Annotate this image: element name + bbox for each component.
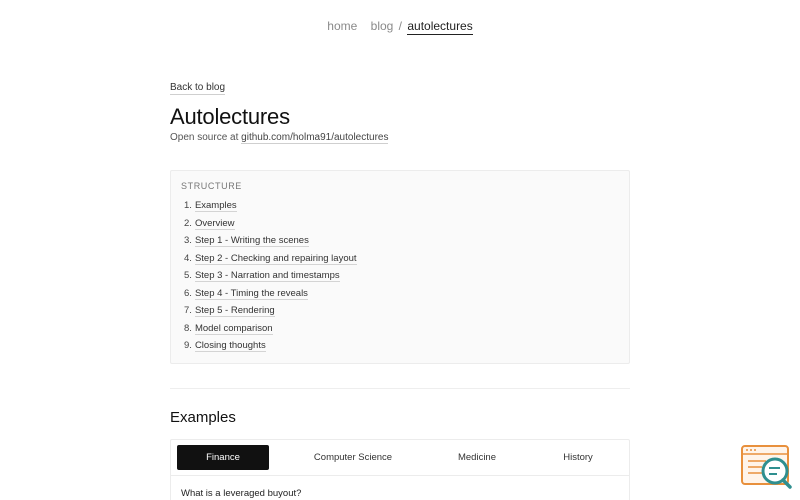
tab-computer-science[interactable]: Computer Science (313, 452, 393, 463)
toc-link-step-5[interactable]: Step 5 - Rendering (194, 305, 275, 316)
toc-item-number: 1. (184, 200, 192, 211)
repo-link[interactable]: github.com/holma91/autolectures (241, 132, 389, 143)
toc-link-step-4[interactable]: Step 4 - Timing the reveals (194, 287, 308, 299)
toc-item (181, 197, 619, 215)
toc-item (181, 215, 619, 233)
toc-link-overview[interactable]: Overview (194, 217, 235, 229)
examples-panel (170, 439, 630, 500)
widget-graphic (740, 444, 792, 490)
subtitle-prefix: Open source at (170, 132, 239, 143)
toc-link-model-comparison[interactable]: Model comparison (194, 322, 273, 334)
section-divider (170, 388, 630, 389)
page-title: Autolectures (170, 104, 290, 129)
search-chat-widget-icon[interactable] (740, 444, 792, 490)
toc-item-number: 7. (184, 305, 192, 316)
toc-item-number: 6. (184, 287, 192, 299)
top-nav (0, 19, 800, 33)
toc-item (181, 250, 619, 268)
toc-link-step-3[interactable]: Step 3 - Narration and timestamps (194, 270, 340, 281)
toc-item-number: 4. (184, 252, 192, 264)
nav-blog-link[interactable]: blog (370, 19, 394, 33)
toc-item-number: 8. (184, 322, 192, 334)
toc-item-number: 3. (184, 235, 192, 246)
toc-item-number: 9. (184, 340, 192, 351)
tab-medicine[interactable]: Medicine (457, 452, 497, 463)
nav-current-page[interactable]: autolectures (407, 19, 473, 33)
toc-link-step-1[interactable]: Step 1 - Writing the scenes (194, 235, 309, 246)
toc-item (181, 267, 619, 285)
example-question: What is a leveraged buyout? (181, 488, 302, 499)
toc-item (181, 232, 619, 250)
example-tabs (176, 445, 626, 470)
page-subtitle (170, 132, 388, 143)
toc-list (181, 197, 619, 355)
toc-link-examples[interactable]: Examples (194, 200, 237, 211)
table-of-contents (170, 170, 630, 364)
tab-history[interactable]: History (563, 452, 593, 463)
toc-link-step-2[interactable]: Step 2 - Checking and repairing layout (194, 252, 357, 264)
toc-item (181, 302, 619, 320)
toc-item-number: 5. (184, 270, 192, 281)
toc-link-closing-thoughts[interactable]: Closing thoughts (194, 340, 266, 351)
toc-item-number: 2. (184, 217, 192, 229)
tabs-divider (171, 475, 629, 476)
toc-item (181, 320, 619, 338)
examples-heading: Examples (170, 409, 236, 426)
toc-item (181, 337, 619, 355)
tab-finance[interactable]: Finance (177, 445, 269, 470)
nav-separator: / (398, 19, 403, 33)
toc-heading: STRUCTURE (181, 181, 242, 191)
toc-item (181, 285, 619, 303)
nav-home-link[interactable]: home (327, 19, 358, 33)
back-to-blog-link[interactable]: Back to blog (170, 82, 226, 93)
